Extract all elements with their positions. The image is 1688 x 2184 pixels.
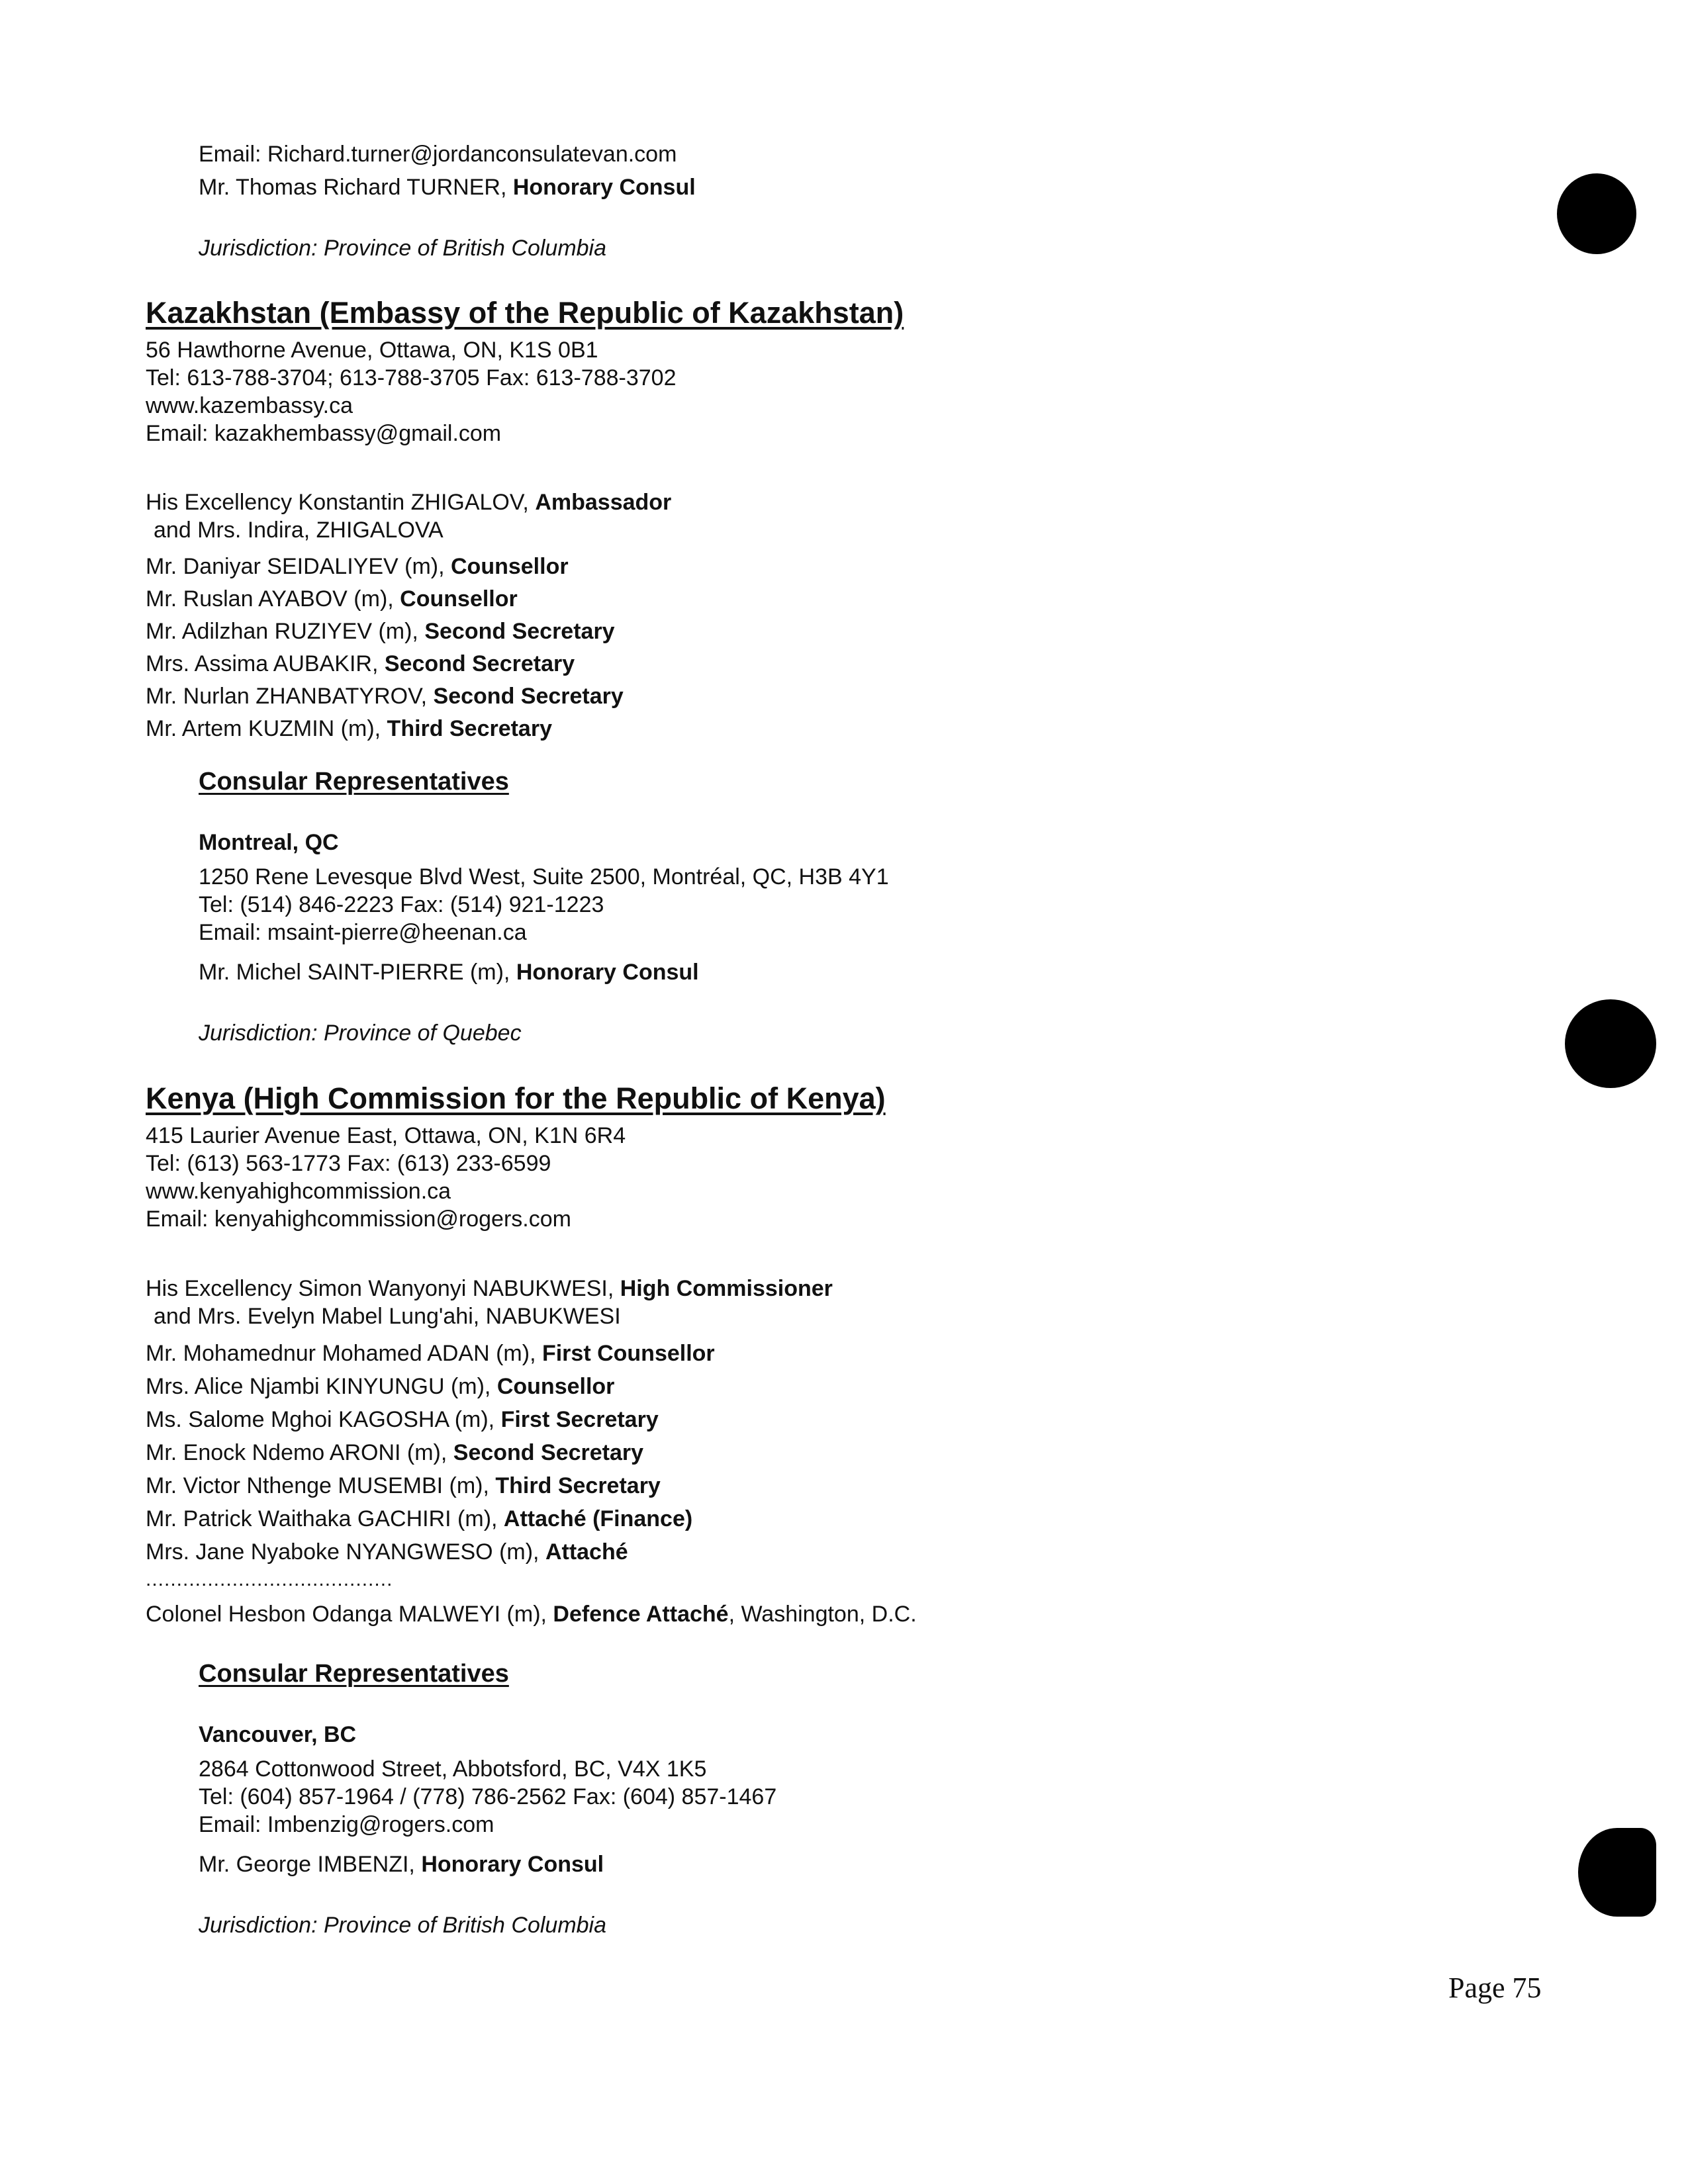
staff-row — [146, 1340, 715, 1367]
staff-row — [146, 1406, 659, 1433]
kenya-consular-jurisdiction: Jurisdiction: Province of British Columbia — [199, 1913, 607, 1938]
staff-row — [146, 715, 552, 743]
staff-name: Mr. Mohamednur Mohamed ADAN (m), — [146, 1341, 542, 1366]
kazakhstan-email: Email: kazakhembassy@gmail.com — [146, 421, 502, 446]
staff-title: Counsellor — [451, 554, 569, 579]
staff-title: Counsellor — [496, 1374, 615, 1399]
top-email: Email: Richard.turner@jordanconsulatevan.com — [199, 142, 677, 167]
kenya-consular-consul — [199, 1850, 604, 1878]
staff-row — [146, 617, 615, 645]
kazakhstan-consular-heading: Consular Representatives — [199, 768, 509, 796]
consul-name: Mr. George IMBENZI, — [199, 1852, 422, 1877]
staff-name: Mrs. Assima AUBAKIR, — [146, 651, 385, 676]
head-name: His Excellency Konstantin ZHIGALOV, — [146, 490, 536, 515]
kenya-web: www.kenyahighcommission.ca — [146, 1179, 451, 1204]
kenya-heading: Kenya (High Commission for the Republic of Kenya) — [146, 1081, 886, 1115]
staff-name: Mr. Enock Ndemo ARONI (m), — [146, 1440, 453, 1465]
staff-title: Third Secretary — [387, 716, 552, 741]
staff-row — [146, 553, 569, 580]
staff-title: Second Secretary — [384, 651, 575, 676]
kazakhstan-consular-address: 1250 Rene Levesque Blvd West, Suite 2500, Montréal, QC, H3B 4Y1 — [199, 864, 889, 889]
consul-title: Honorary Consul — [516, 960, 699, 985]
kenya-email: Email: kenyahighcommission@rogers.com — [146, 1206, 571, 1232]
staff-row — [146, 650, 575, 678]
consul-name: Mr. Michel SAINT-PIERRE (m), — [199, 960, 516, 985]
staff-name: Mr. Adilzhan RUZIYEV (m), — [146, 619, 425, 644]
consul-title: Honorary Consul — [421, 1852, 604, 1877]
top-jurisdiction: Jurisdiction: Province of British Columbia — [199, 236, 607, 261]
staff-row — [146, 1439, 643, 1467]
kazakhstan-consular-jurisdiction: Jurisdiction: Province of Quebec — [199, 1021, 522, 1046]
kenya-consular-city: Vancouver, BC — [199, 1722, 357, 1747]
staff-row — [146, 1538, 628, 1566]
punch-hole — [1557, 173, 1636, 254]
staff-name: Mr. Nurlan ZHANBATYROV, — [146, 684, 434, 709]
punch-hole — [1578, 1828, 1656, 1917]
staff-name: Ms. Salome Mghoi KAGOSHA (m), — [146, 1407, 501, 1432]
kenya-head — [146, 1275, 833, 1302]
kazakhstan-head — [146, 488, 671, 516]
staff-name: Mrs. Alice Njambi KINYUNGU (m), — [146, 1374, 497, 1399]
staff-name: Mrs. Jane Nyaboke NYANGWESO (m), — [146, 1539, 545, 1565]
top-consul-name: Mr. Thomas Richard TURNER, — [199, 175, 513, 200]
head-title: High Commissioner — [620, 1276, 833, 1301]
kenya-address: 415 Laurier Avenue East, Ottawa, ON, K1N 6R4 — [146, 1123, 626, 1148]
separator-dots: ........................................ — [146, 1569, 393, 1590]
kenya-consular-address: 2864 Cottonwood Street, Abbotsford, BC, V4X 1K5 — [199, 1756, 707, 1782]
defence-title: Defence Attaché — [553, 1602, 729, 1627]
top-consul-title: Honorary Consul — [512, 175, 696, 200]
staff-name: Mr. Artem KUZMIN (m), — [146, 716, 387, 741]
kenya-consular-heading: Consular Representatives — [199, 1660, 509, 1688]
staff-row — [146, 682, 624, 710]
staff-title: Second Secretary — [424, 619, 615, 644]
defence-name: Colonel Hesbon Odanga MALWEYI (m), — [146, 1602, 553, 1627]
kazakhstan-consular-email: Email: msaint-pierre@heenan.ca — [199, 920, 527, 945]
kazakhstan-consular-city: Montreal, QC — [199, 830, 339, 855]
staff-row — [146, 1373, 614, 1400]
staff-title: Attaché (Finance) — [503, 1506, 693, 1531]
kenya-tel: Tel: (613) 563-1773 Fax: (613) 233-6599 — [146, 1151, 551, 1176]
punch-hole — [1565, 999, 1656, 1088]
staff-row — [146, 1472, 661, 1500]
staff-name: Mr. Victor Nthenge MUSEMBI (m), — [146, 1473, 496, 1498]
staff-name: Mr. Daniyar SEIDALIYEV (m), — [146, 554, 451, 579]
staff-name: Mr. Ruslan AYABOV (m), — [146, 586, 400, 612]
kenya-consular-email: Email: Imbenzig@rogers.com — [199, 1812, 494, 1837]
head-name: His Excellency Simon Wanyonyi NABUKWESI, — [146, 1276, 620, 1301]
kazakhstan-consular-consul — [199, 958, 699, 986]
staff-title: Second Secretary — [453, 1440, 644, 1465]
head-title: Ambassador — [535, 490, 672, 515]
kazakhstan-address: 56 Hawthorne Avenue, Ottawa, ON, K1S 0B1 — [146, 338, 598, 363]
kazakhstan-tel: Tel: 613-788-3704; 613-788-3705 Fax: 613-788-3702 — [146, 365, 677, 390]
staff-name: Mr. Patrick Waithaka GACHIRI (m), — [146, 1506, 504, 1531]
kenya-spouse: and Mrs. Evelyn Mabel Lung'ahi, NABUKWESI — [154, 1304, 621, 1329]
kazakhstan-consular-tel: Tel: (514) 846-2223 Fax: (514) 921-1223 — [199, 892, 604, 917]
kazakhstan-heading: Kazakhstan (Embassy of the Republic of Kazakhstan) — [146, 296, 904, 330]
staff-title: First Secretary — [500, 1407, 659, 1432]
top-consul — [199, 173, 696, 201]
staff-row — [146, 1505, 692, 1533]
kenya-defence-attache — [146, 1600, 917, 1628]
page-number: Page 75 — [1448, 1972, 1542, 2004]
staff-title: Third Secretary — [495, 1473, 661, 1498]
staff-title: Counsellor — [400, 586, 518, 612]
kenya-consular-tel: Tel: (604) 857-1964 / (778) 786-2562 Fax: (604) 857-1467 — [199, 1784, 777, 1809]
staff-row — [146, 585, 518, 613]
defence-location: , Washington, D.C. — [728, 1602, 917, 1627]
staff-title: Second Secretary — [433, 684, 624, 709]
staff-title: First Counsellor — [541, 1341, 715, 1366]
kazakhstan-spouse: and Mrs. Indira, ZHIGALOVA — [154, 518, 444, 543]
staff-title: Attaché — [545, 1539, 628, 1565]
kazakhstan-web: www.kazembassy.ca — [146, 393, 353, 418]
